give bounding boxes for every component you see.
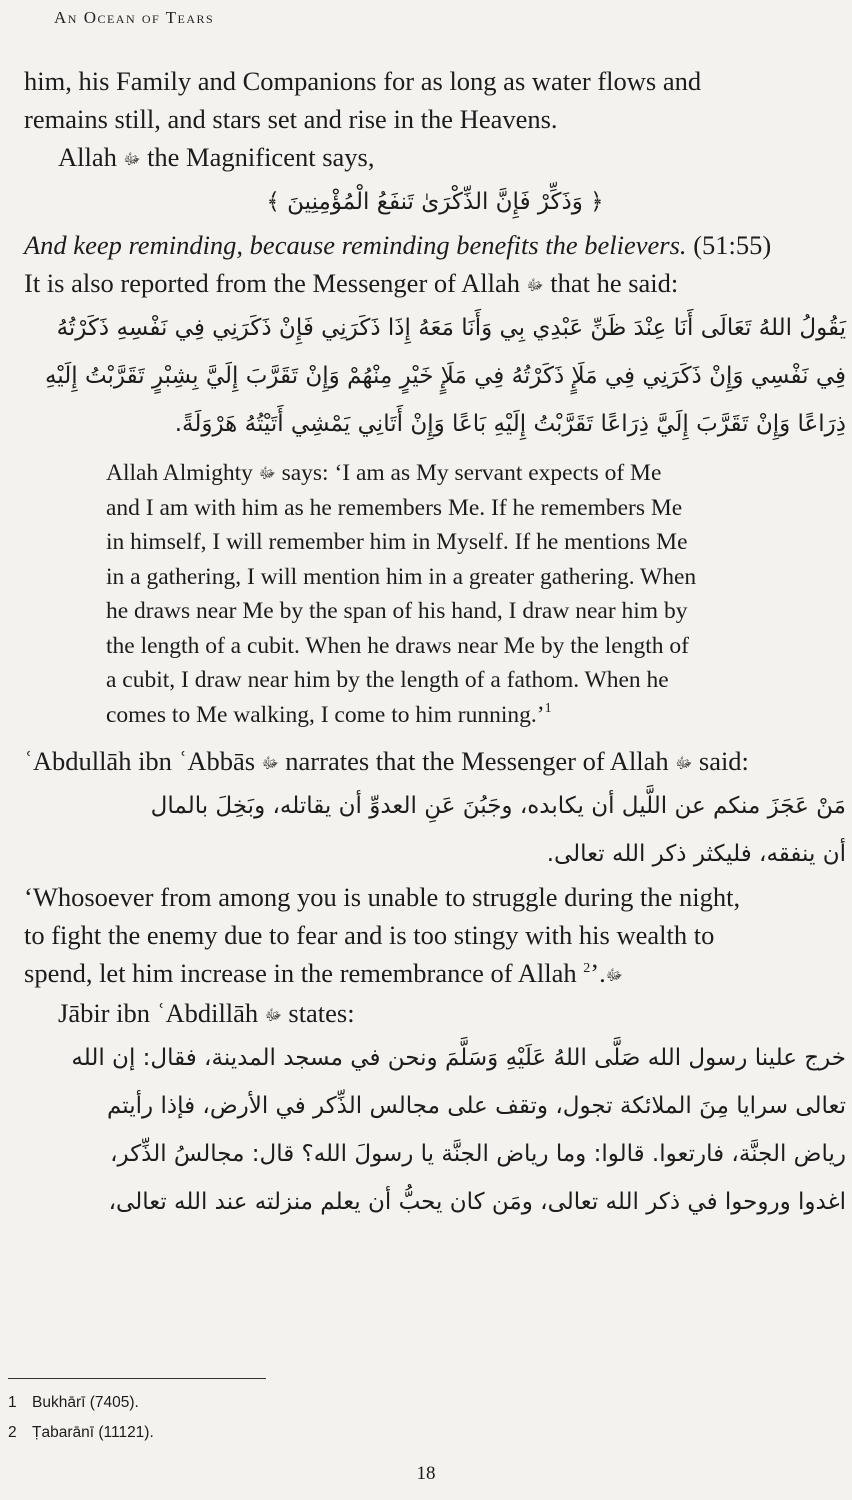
honorific-icon: ﷻ: [605, 966, 623, 984]
honorific-icon: ﷻ: [675, 754, 693, 772]
footnote-divider: [8, 1378, 266, 1379]
paragraph-line: ‘Whosoever from among you is unable to struggle during the night,: [24, 882, 741, 912]
hadith-arabic-1: [24, 304, 846, 448]
quote-line: in himself, I will remember him in Myself. If he mentions Me: [106, 529, 688, 555]
paragraph-line: to fight the enemy due to fear and is too stingy with his wealth to: [24, 920, 715, 950]
footnotes: [8, 1388, 154, 1448]
paragraph-allah-says: Allah ﷻ the Magnificent says,: [58, 142, 375, 172]
arabic-line: يَقُولُ اللهُ تَعَالَى أَنَا عِنْدَ ظَنِّ عَبْدِي بِي وَأَنَا مَعَهُ إِذَا ذَكَرَنِي فَإِنْ ذَكَرَنِي فِي نَفْسِهِ ذَكَرْتُهُ: [56, 315, 846, 341]
footnote-ref[interactable]: 1: [544, 700, 552, 716]
footnote-number: 2: [8, 1424, 17, 1441]
quote-line: Allah Almighty ﷻ says: ‘I am as My servant expects of Me: [106, 460, 662, 486]
arabic-line: رياض الجنَّة، فارتعوا. قالوا: وما رياض الجنَّة يا رسولَ الله؟ قال: مجالسُ الذِّكر،: [110, 1141, 846, 1167]
honorific-icon: ﷻ: [258, 464, 276, 482]
footnote-text: Ṭabarānī (11121).: [32, 1424, 154, 1441]
paragraph-line: remains still, and stars set and rise in the Heavens.: [24, 104, 558, 134]
page-number: 18: [416, 1463, 436, 1484]
hadith-arabic-2: [24, 782, 846, 878]
quran-verse-translation: And keep reminding, because reminding benefits the believers. (51:55): [24, 230, 772, 260]
footnote-number: 1: [8, 1394, 17, 1411]
quote-line: in a gathering, I will mention him in a greater gathering. When: [106, 563, 697, 590]
arabic-line: فِي نَفْسِي وَإِنْ ذَكَرَنِي فِي مَلَإٍ ذَكَرْتُهُ فِي مَلَإٍ خَيْرٍ مِنْهُمْ وَإِنْ تَقَرَّبَ إِلَيَّ بِشِبْرٍ تَقَرَّبْتُ إِلَيْهِ: [44, 363, 846, 389]
paragraph-line: spend, let him increase in the remembrance of Allah ﷻ.’$^2$: [24, 958, 623, 988]
honorific-icon: ﷻ: [526, 276, 544, 294]
honorific-icon: ﷻ: [123, 150, 141, 168]
arabic-line: اغدوا وروحوا في ذكر الله تعالى، ومَن كان يحبُّ أن يعلم منزلته عند الله تعالى،: [108, 1189, 846, 1215]
arabic-line: خرج علينا رسول الله صَلَّى اللهُ عَلَيْهِ وَسَلَّمَ ونحن في مسجد المدينة، فقال: إن الله: [71, 1045, 846, 1071]
paragraph-messenger-said: It is also reported from the Messenger of Allah ﷻ that he said:: [24, 268, 679, 298]
main-text: [24, 62, 846, 1226]
hadith-translation-2: [24, 878, 846, 994]
quote-line: comes to Me walking, I come to him running.’$^1$: [106, 700, 552, 728]
quote-line: the length of a cubit. When he draws near Me by the length of: [106, 632, 689, 659]
hadith-arabic-3: [24, 1034, 846, 1226]
arabic-line: تعالى سرايا مِنَ الملائكة تجول، وتقف على مجالس الذِّكر في الأرض، فإذا رأيتم: [107, 1093, 846, 1119]
running-head: An Ocean of Tears: [54, 8, 215, 27]
quote-line: a cubit, I draw near him by the length of a fathom. When he: [106, 667, 669, 693]
arabic-line: ذِرَاعًا وَإِنْ تَقَرَّبَ إِلَيَّ ذِرَاعًا تَقَرَّبْتُ إِلَيْهِ بَاعًا وَإِنْ أَتَانِي يَمْشِي أَتَيْتُهُ هَرْوَلَةً.: [174, 411, 846, 437]
paragraph-ibn-abbas: ʿAbdullāh ibn ʿAbbās ﷻ narrates that the Messenger of Allah ﷻ said:: [24, 746, 749, 776]
footnote-ref[interactable]: 2: [583, 961, 591, 976]
arabic-line: أن ينفقه، فليكثر ذكر الله تعالى.: [546, 841, 846, 867]
footnote-item: [8, 1388, 154, 1418]
quran-verse-arabic: ﴿ وَذَكِّرْ فَإِنَّ الذِّكْرَىٰ تَنفَعُ الْمُؤْمِنِينَ ﴾: [266, 189, 604, 215]
quote-line: and I am with him as he remembers Me. If he remembers Me: [106, 494, 683, 521]
footnote-text: Bukhārī (7405).: [32, 1394, 139, 1411]
honorific-icon: ﷻ: [264, 1006, 282, 1024]
honorific-icon: ﷻ: [261, 754, 279, 772]
paragraph-line: him, his Family and Companions for as long as water flows and: [24, 66, 702, 96]
arabic-line: مَنْ عَجَزَ منكم عن اللَّيل أن يكابده، وجَبُنَ عَنِ العدوِّ أن يقاتله، وبَخِلَ بالمال: [150, 793, 846, 819]
quote-line: he draws near Me by the span of his hand, I draw near him by: [106, 598, 688, 624]
hadith-translation-1: [106, 456, 846, 732]
paragraph-jabir: Jābir ibn ʿAbdillāh ﷻ states:: [58, 998, 355, 1028]
footnote-item: [8, 1418, 154, 1448]
